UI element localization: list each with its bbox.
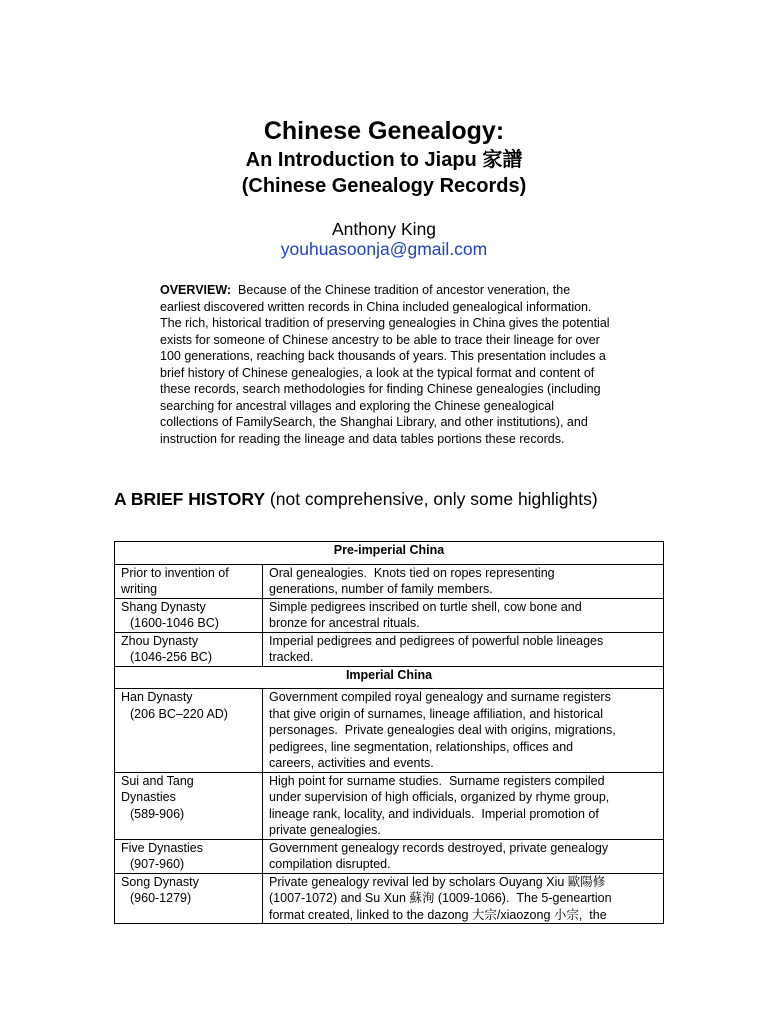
document-subtitle-records: (Chinese Genealogy Records) <box>241 175 527 197</box>
period-line: Song Dynasty <box>121 874 199 889</box>
overview-line <box>160 348 660 365</box>
description-cell <box>263 772 664 839</box>
period-cell <box>115 839 263 873</box>
description-cell <box>263 564 664 598</box>
overview-line-text: collections of FamilySearch, the Shanghai Library, and other institutions), and <box>160 415 588 429</box>
overview-line-text: The rich, historical tradition of preserving genealogies in China gives the potential <box>160 316 610 330</box>
period-line: (1600-1046 BC) <box>130 616 219 630</box>
overview-line <box>160 414 660 431</box>
description-cell <box>263 598 664 632</box>
period-line: Zhou Dynasty <box>121 633 199 648</box>
description-cell <box>263 873 664 924</box>
period-cell <box>115 873 263 924</box>
table-row <box>115 772 664 839</box>
section-heading <box>114 488 598 510</box>
description-line: generations, number of family members. <box>269 582 493 596</box>
period-cell <box>115 564 263 598</box>
author-name: Anthony King <box>331 219 437 239</box>
description-line: pedigrees, line segmentation, relationships, offices and <box>269 739 574 754</box>
overview-line <box>160 315 660 332</box>
table-row <box>115 873 664 924</box>
table-row <box>115 598 664 632</box>
period-line: writing <box>121 582 158 596</box>
overview-line <box>160 299 660 316</box>
description-line: tracked. <box>269 650 314 664</box>
description-line: High point for surname studies. Surname registers compiled <box>269 773 605 788</box>
description-line: Government compiled royal genealogy and surname registers <box>269 690 611 704</box>
description-line: compilation disrupted. <box>269 857 391 871</box>
table-row <box>115 839 664 873</box>
table-section-header <box>115 666 664 689</box>
overview-line-text: exists for someone of Chinese ancestry to be able to trace their lineage for over <box>160 332 600 347</box>
description-cell <box>263 689 664 773</box>
period-line: Han Dynasty <box>121 690 193 704</box>
period-line: Five Dynasties <box>121 840 203 855</box>
overview-line <box>160 365 660 382</box>
section-header-cell: Imperial China <box>115 666 664 689</box>
overview-line-text: Because of the Chinese tradition of ancestor veneration, the <box>238 283 571 297</box>
overview-line-text: 100 generations, reaching back thousands of years. This presentation includes a <box>160 349 606 363</box>
description-line: Simple pedigrees inscribed on turtle shell, cow bone and <box>269 599 582 614</box>
document-title: Chinese Genealogy: <box>263 117 505 145</box>
overview-line-text: these records, search methodologies for finding Chinese genealogies (including <box>160 382 601 396</box>
description-line: careers, activities and events. <box>269 756 434 770</box>
period-line: Prior to invention of <box>121 565 229 580</box>
overview-line-text: brief history of Chinese genealogies, a look at the typical format and content of <box>160 365 595 380</box>
section-heading-note: (not comprehensive, only some highlights) <box>269 489 598 509</box>
overview-line <box>160 431 660 448</box>
table-section-header <box>115 542 664 565</box>
description-cell <box>263 632 664 666</box>
table-row <box>115 564 664 598</box>
table-row <box>115 632 664 666</box>
period-line: (960-1279) <box>130 891 192 905</box>
period-line: Shang Dynasty <box>121 599 206 614</box>
description-line: Government genealogy records destroyed, private genealogy <box>269 840 609 855</box>
period-line: Sui and Tang <box>121 773 194 788</box>
description-line: lineage rank, locality, and individuals. Imperial promotion of <box>269 806 599 821</box>
overview-line-text: instruction for reading the lineage and data tables portions these records. <box>160 431 565 446</box>
period-cell <box>115 689 263 773</box>
author-email <box>0 238 768 260</box>
period-cell <box>115 772 263 839</box>
description-line: private genealogies. <box>269 823 381 837</box>
history-table <box>114 541 664 924</box>
overview-line <box>160 381 660 398</box>
period-cell <box>115 632 263 666</box>
section-heading-title: A BRIEF HISTORY <box>114 489 266 509</box>
description-line: (1007-1072) and Su Xun 蘇洵 (1009-1066). The 5-geneartion <box>269 891 612 905</box>
period-line: (589-906) <box>130 806 185 821</box>
period-cell <box>115 598 263 632</box>
period-line: (907-960) <box>130 857 185 871</box>
description-line: format created, linked to the dazong 大宗/xiaozong 小宗, the <box>269 907 607 922</box>
section-header-cell: Pre-imperial China <box>115 542 664 565</box>
description-cell <box>263 839 664 873</box>
description-line: that give origin of surnames, lineage affiliation, and historical <box>269 706 603 721</box>
period-line: (206 BC–220 AD) <box>130 706 228 721</box>
table-row <box>115 689 664 773</box>
description-line: personages. Private genealogies deal with origins, migrations, <box>269 723 616 737</box>
description-line: Oral genealogies. Knots tied on ropes representing <box>269 565 555 580</box>
history-table-body <box>115 542 664 924</box>
overview-label: OVERVIEW: <box>160 283 232 297</box>
description-line: Private genealogy revival led by scholars Ouyang Xiu 歐陽修 <box>269 874 606 889</box>
description-line: Imperial pedigrees and pedigrees of powerful noble lineages <box>269 633 604 648</box>
overview-line <box>160 398 660 415</box>
description-line: bronze for ancestral rituals. <box>269 616 420 630</box>
overview-line-first <box>160 282 660 299</box>
period-line: Dynasties <box>121 790 176 804</box>
period-line: (1046-256 BC) <box>130 650 212 664</box>
overview-paragraph <box>160 282 660 447</box>
document-subtitle: An Introduction to Jiapu 家譜 <box>245 149 523 171</box>
description-line: under supervision of high officials, organized by rhyme group, <box>269 790 610 804</box>
overview-line <box>160 332 660 349</box>
overview-line-text: searching for ancestral villages and exploring the Chinese genealogical <box>160 398 554 413</box>
author-email-link[interactable]: youhuasoonja@gmail.com <box>280 239 488 259</box>
overview-line-text: earliest discovered written records in China included genealogical information. <box>160 299 592 314</box>
